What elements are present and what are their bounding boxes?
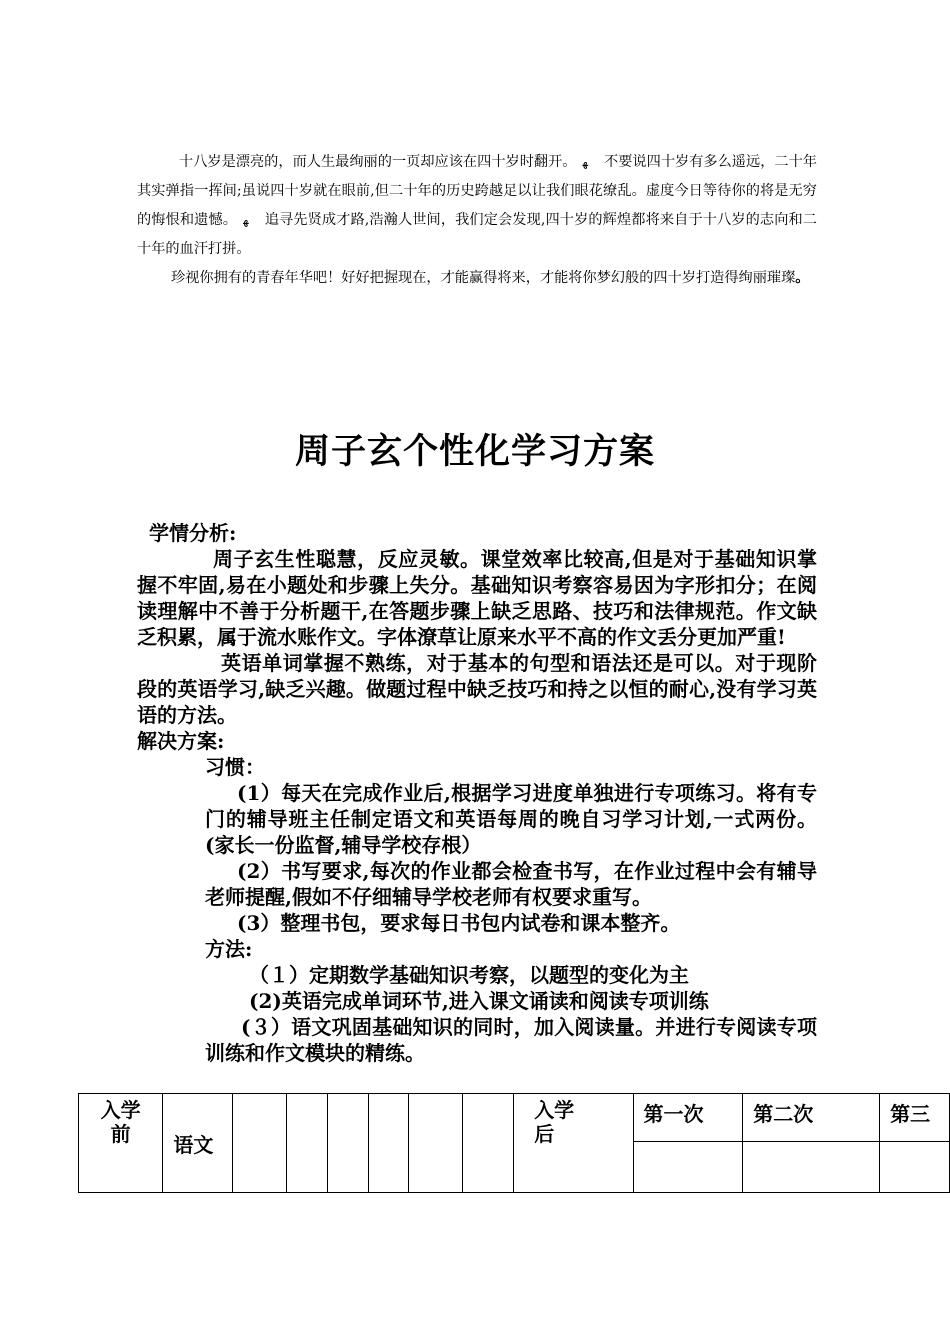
methods-label: 方法: (205, 937, 253, 961)
first-header-cell (633, 1094, 743, 1142)
analysis-english: 英语单词掌握不熟练，对于基本的句型和语法还是可以。对于现阶段的英语学习,缺乏兴趣。做题过程中缺乏技巧和持之以恒的耐心,没有学习英语的方法。 (137, 651, 817, 727)
score-cell[interactable] (232, 1094, 286, 1193)
before-label: 入学前 (100, 1098, 141, 1146)
analysis-heading: 学情分析: (149, 521, 237, 545)
second-label: 第二次 (753, 1102, 814, 1126)
plan-body (137, 520, 817, 1066)
subject-label: 语文 (173, 1132, 214, 1157)
score-cell[interactable] (880, 1142, 950, 1193)
after-label: 入学后 (534, 1098, 575, 1146)
solution-heading: 解决方案: (137, 729, 225, 753)
score-cell[interactable] (462, 1094, 514, 1193)
habit-item: (3）整理书包，要求每日书包内试卷和课本整齐。 (237, 911, 681, 935)
intro-sentence-4: 珍视你拥有的青春年华吧！好好把握现在，才能赢得将来，才能将你梦幻般的四十岁打造得绚丽璀璨 (171, 270, 796, 286)
score-cell[interactable] (409, 1094, 462, 1193)
habit-item: (1）每天在完成作业后,根据学习进度单独进行专项练习。将有专门的辅导班主任制定语文和英语每周的晚自习学习计划,一式两份。(家长一份监督,辅导学校存根） (205, 781, 817, 857)
intro-passage (137, 148, 817, 293)
after-label-cell (514, 1094, 633, 1193)
score-cell[interactable] (368, 1094, 408, 1193)
intro-paragraph-2 (137, 264, 817, 293)
first-label: 第一次 (643, 1102, 704, 1126)
paragraph-mark-icon: ﻬ (582, 155, 589, 169)
method-item: (2)英语完成单词环节,进入课文诵读和阅读专项训练 (249, 989, 709, 1013)
analysis-chinese: 周子玄生性聪慧，反应灵敏。课堂效率比较高,但是对于基础知识掌握不牢固,易在小题处和步骤上失分。基础知识考察容易因为字形扣分；在阅读理解中不善于分析题干,在答题步骤上缺乏思路、技巧和法律规范。作文缺乏积累，属于流水账作文。字体潦草让原来水平不高的作文丢分更加严重! (137, 547, 817, 649)
intro-sentence-2: 不要说四十岁有多么遥远，二十年其实弹指一挥间;虽说四十岁就在眼前,但二十年的历史跨越足以让我们眼花缭乱。虚度今日等待你的将是无穷的悔恨和遗憾。 (137, 154, 817, 228)
paragraph-mark-icon: ﻬ (243, 213, 249, 227)
habits-section (137, 754, 817, 1066)
intro-sentence-1: 十八岁是漂亮的，而人生最绚丽的一页却应该在四十岁时翻开。 (179, 154, 577, 170)
method-item: (３）语文巩固基础知识的同时，加入阅读量。并进行专阅读专项训练和作文模块的精练。 (205, 1015, 817, 1065)
habit-item: (2）书写要求,每次的作业都会检查书写，在作业过程中会有辅导老师提醒,假如不仔细辅导学校老师有权要求重写。 (205, 859, 817, 909)
before-label-cell (79, 1094, 163, 1193)
third-label: 第三 (890, 1102, 931, 1126)
page-title: 周子玄个性化学习方案 (294, 431, 655, 472)
intro-period: 。 (795, 270, 810, 286)
score-table (78, 1093, 950, 1193)
third-header-cell (880, 1094, 950, 1142)
method-item: （１）定期数学基础知识考察，以题型的变化为主 (249, 963, 689, 987)
intro-paragraph-1 (137, 148, 817, 264)
score-cell[interactable] (743, 1142, 880, 1193)
habits-label: 习惯： (205, 755, 265, 779)
second-header-cell (743, 1094, 880, 1142)
score-cell[interactable] (287, 1094, 327, 1193)
score-cell[interactable] (633, 1142, 743, 1193)
score-cell[interactable] (327, 1094, 368, 1193)
subject-cell (163, 1094, 232, 1193)
intro-sentence-3: 追寻先贤成才路,浩瀚人世间，我们定会发现,四十岁的辉煌都将来自于十八岁的志向和二十年的血汗打拼。 (137, 212, 817, 257)
